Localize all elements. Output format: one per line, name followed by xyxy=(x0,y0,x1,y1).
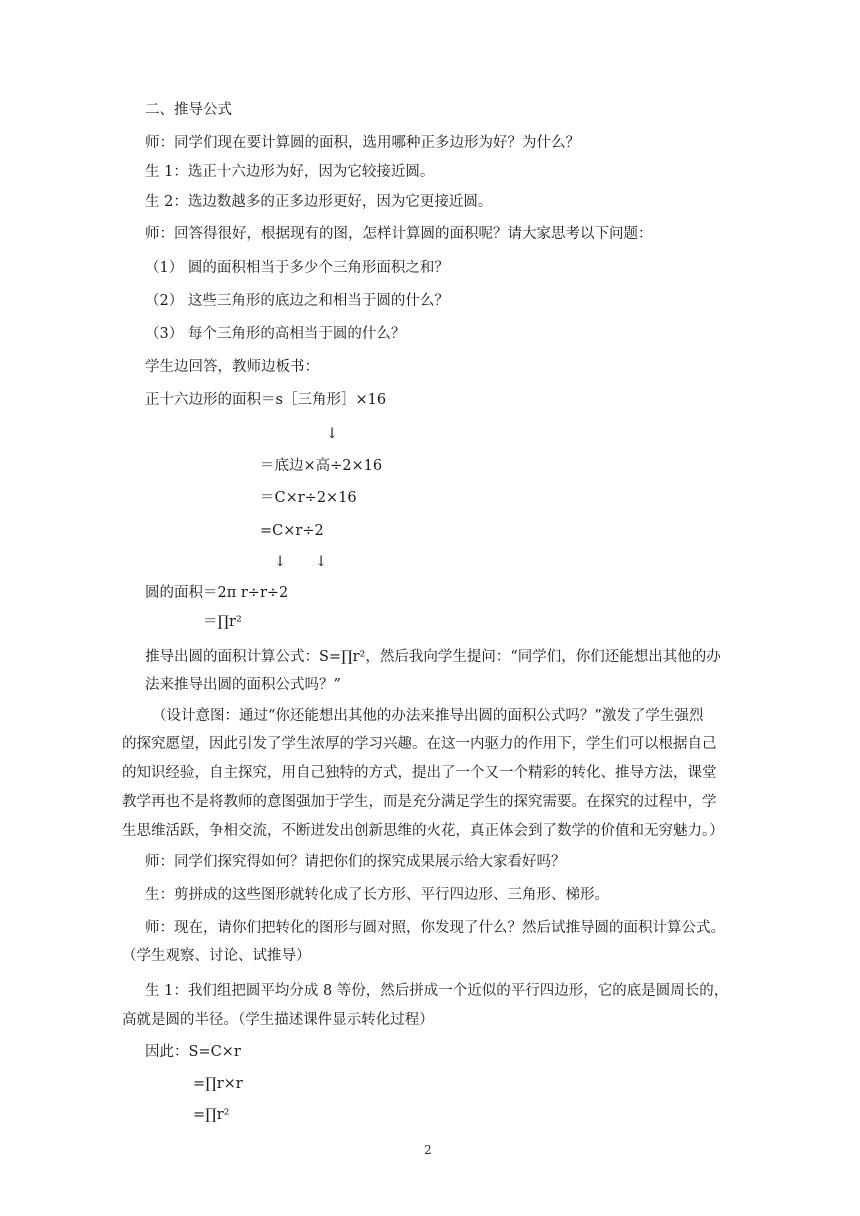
design-intent-line: （设计意图：通过“你还能想出其他的办法来推导出圆的面积公式吗？”激发了学生强烈 xyxy=(152,708,704,724)
text-line: 学生边回答，教师边板书： xyxy=(145,359,319,375)
formula-line: 圆的面积＝2π r÷r÷2 xyxy=(145,585,289,601)
text-line: 师：回答得很好，根据现有的图，怎样计算圆的面积呢？请大家思考以下问题： xyxy=(145,226,653,242)
formula-line: =C×r÷2 xyxy=(260,523,324,539)
text-line: 师：同学们现在要计算圆的面积，选用哪种正多边形为好？为什么？ xyxy=(145,135,580,151)
design-intent-line: 的知识经验，自主探究，用自己独特的方式，提出了一个又一个精彩的转化、推导方法，课堂 xyxy=(122,765,717,781)
text-line: 生 2：选边数越多的正多边形更好，因为它更接近圆。 xyxy=(145,194,493,210)
text-line: 高就是圆的半径。（学生描述课件显示转化过程） xyxy=(122,1012,434,1028)
formula-line: =∏r×r xyxy=(193,1076,243,1092)
formula-line: 正十六边形的面积＝s［三角形］×16 xyxy=(145,392,387,408)
text-line: （学生观察、讨论、试推导） xyxy=(122,948,311,964)
text-line: 生 1：我们组把圆平均分成 8 等份，然后拼成一个近似的平行四边形，它的底是圆周长的， xyxy=(145,983,729,999)
formula-line: ＝C×r÷2×16 xyxy=(260,490,357,506)
down-arrow: ↓ xyxy=(315,554,328,570)
design-intent-line: 生思维活跃，争相交流，不断迸发出创新思维的火花，真正体会到了数学的价值和无穷魅力。） xyxy=(122,823,724,839)
formula-line: ＝∏r² xyxy=(203,614,242,630)
text-line: 生 1：选正十六边形为好，因为它较接近圆。 xyxy=(145,164,435,180)
down-arrow: ↓ xyxy=(326,426,339,442)
text-line: 生：剪拼成的这些图形就转化成了长方形、平行四边形、三角形、梯形。 xyxy=(145,887,609,903)
text-line: 推导出圆的面积计算公式：S=∏r²，然后我向学生提问：“同学们，你们还能想出其他的办 xyxy=(145,649,721,665)
design-intent-line: 的探究愿望，因此引发了学生浓厚的学习兴趣。在这一内驱力的作用下，学生们可以根据自己 xyxy=(122,736,717,752)
down-arrow: ↓ xyxy=(274,554,287,570)
text-line: 师：同学们探究得如何？请把你们的探究成果展示给大家看好吗？ xyxy=(145,854,566,870)
text-line: 师：现在，请你们把转化的图形与圆对照，你发现了什么？然后试推导圆的面积计算公式。 xyxy=(145,920,725,936)
formula-line: ＝底边×高÷2×16 xyxy=(260,458,383,474)
text-line: （3） 每个三角形的高相当于圆的什么？ xyxy=(145,326,406,342)
text-line: （2） 这些三角形的底边之和相当于圆的什么？ xyxy=(145,293,449,309)
text-line: 法来推导出圆的面积公式吗？” xyxy=(145,677,341,693)
section-heading: 二、推导公式 xyxy=(145,102,232,118)
page-number: 2 xyxy=(424,1143,432,1157)
formula-line: 因此：S=C×r xyxy=(145,1044,241,1060)
text-line: （1） 圆的面积相当于多少个三角形面积之和？ xyxy=(145,260,449,276)
formula-line: =∏r² xyxy=(193,1107,230,1123)
design-intent-line: 教学再也不是将教师的意图强加于学生，而是充分满足学生的探究需要。在探究的过程中，学 xyxy=(122,794,717,810)
